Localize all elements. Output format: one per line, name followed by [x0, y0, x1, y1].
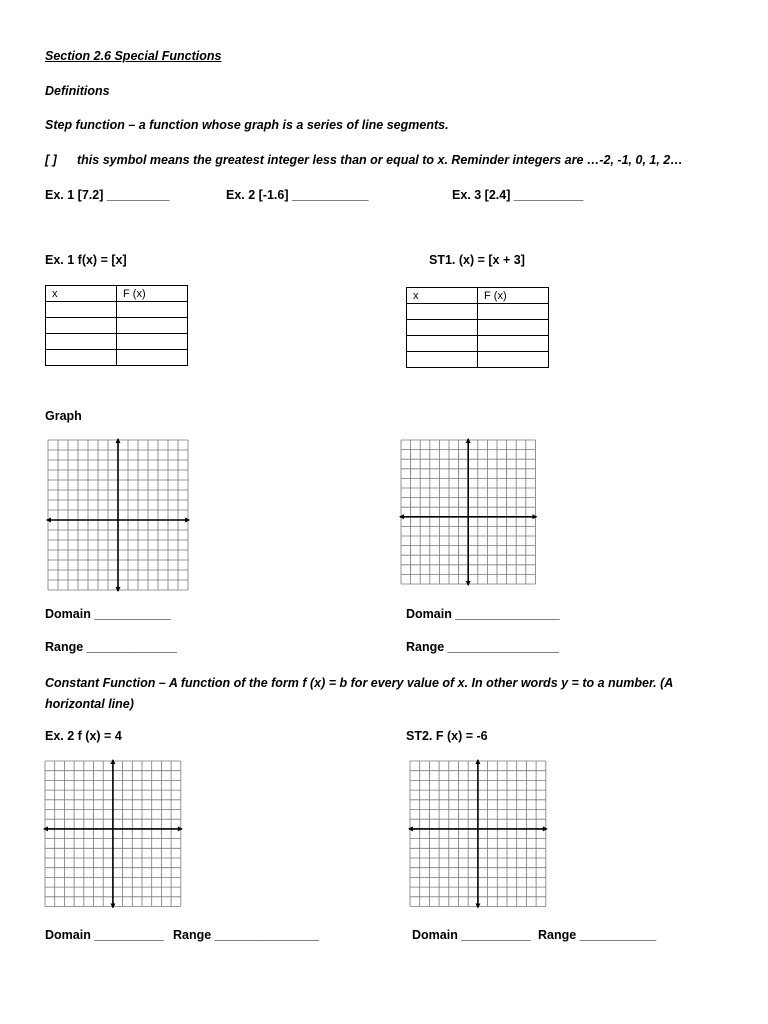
step-student-range: Range ________________ [406, 640, 559, 654]
arrow-up-icon [475, 759, 480, 764]
arrow-down-icon [110, 904, 115, 909]
arrow-down-icon [475, 904, 480, 909]
step-example-title: Ex. 1 f(x) = [x] [45, 253, 127, 267]
step-student-domain: Domain _______________ [406, 607, 560, 621]
constant-example-range: Range _______________ [173, 928, 319, 942]
arrow-right-icon [543, 826, 548, 831]
page-title: Section 2.6 Special Functions [45, 49, 222, 63]
coordinate-grid-step-student[interactable] [398, 437, 542, 592]
table-cell[interactable] [117, 318, 188, 334]
bracket-definition: this symbol means the greatest integer less than or equal to x. Reminder integers are …-2, -1, 0, 1, 2… [77, 153, 683, 167]
arrow-up-icon [110, 759, 115, 764]
table-cell[interactable] [478, 336, 549, 352]
arrow-left-icon [43, 826, 48, 831]
col-fx-header: F (x) [117, 286, 188, 302]
arrow-left-icon [46, 518, 51, 523]
graph-label: Graph [45, 409, 82, 423]
constant-example-title: Ex. 2 f (x) = 4 [45, 729, 122, 743]
table-cell[interactable] [407, 320, 478, 336]
step-student-title: ST1. (x) = [x + 3] [429, 253, 525, 267]
constant-student-title: ST2. F (x) = -6 [406, 729, 488, 743]
step-function-definition: Step function – a function whose graph is a series of line segments. [45, 118, 449, 132]
col-fx-header: F (x) [478, 288, 549, 304]
coordinate-grid-constant-example[interactable] [42, 758, 188, 913]
constant-example-domain: Domain __________ [45, 928, 164, 942]
arrow-right-icon [178, 826, 183, 831]
table-cell[interactable] [46, 350, 117, 366]
table-cell[interactable] [478, 352, 549, 368]
table-cell[interactable] [46, 302, 117, 318]
step-student-table [406, 287, 549, 368]
constant-function-definition: Constant Function – A function of the form f (x) = b for every value of x. In other words y = to a number. (A horizontal line) [45, 676, 673, 711]
table-cell[interactable] [117, 334, 188, 350]
arrow-right-icon [185, 518, 190, 523]
table-cell[interactable] [407, 336, 478, 352]
coordinate-grid-step-example[interactable] [45, 437, 193, 592]
col-x-header: x [407, 288, 478, 304]
arrow-right-icon [532, 514, 537, 519]
table-cell[interactable] [407, 304, 478, 320]
arrow-down-icon [116, 587, 121, 592]
arrow-up-icon [116, 438, 121, 443]
arrow-down-icon [466, 581, 471, 586]
table-cell[interactable] [117, 350, 188, 366]
table-cell[interactable] [46, 318, 117, 334]
step-example-table [45, 285, 188, 366]
arrow-up-icon [466, 438, 471, 443]
constant-student-range: Range ___________ [538, 928, 657, 942]
table-cell[interactable] [46, 334, 117, 350]
step-example-range: Range _____________ [45, 640, 178, 654]
example-1-blank: Ex. 1 [7.2] _________ [45, 188, 170, 202]
col-x-header: x [46, 286, 117, 302]
arrow-left-icon [408, 826, 413, 831]
table-cell[interactable] [407, 352, 478, 368]
bracket-symbol: [ ] [45, 153, 57, 167]
definitions-heading: Definitions [45, 84, 110, 98]
table-cell[interactable] [478, 320, 549, 336]
arrow-left-icon [399, 514, 404, 519]
constant-student-domain: Domain __________ [412, 928, 531, 942]
step-example-domain: Domain ___________ [45, 607, 171, 621]
table-cell[interactable] [117, 302, 188, 318]
example-3-blank: Ex. 3 [2.4] __________ [452, 188, 584, 202]
example-2-blank: Ex. 2 [-1.6] ___________ [226, 188, 369, 202]
coordinate-grid-constant-student[interactable] [407, 758, 553, 913]
table-cell[interactable] [478, 304, 549, 320]
